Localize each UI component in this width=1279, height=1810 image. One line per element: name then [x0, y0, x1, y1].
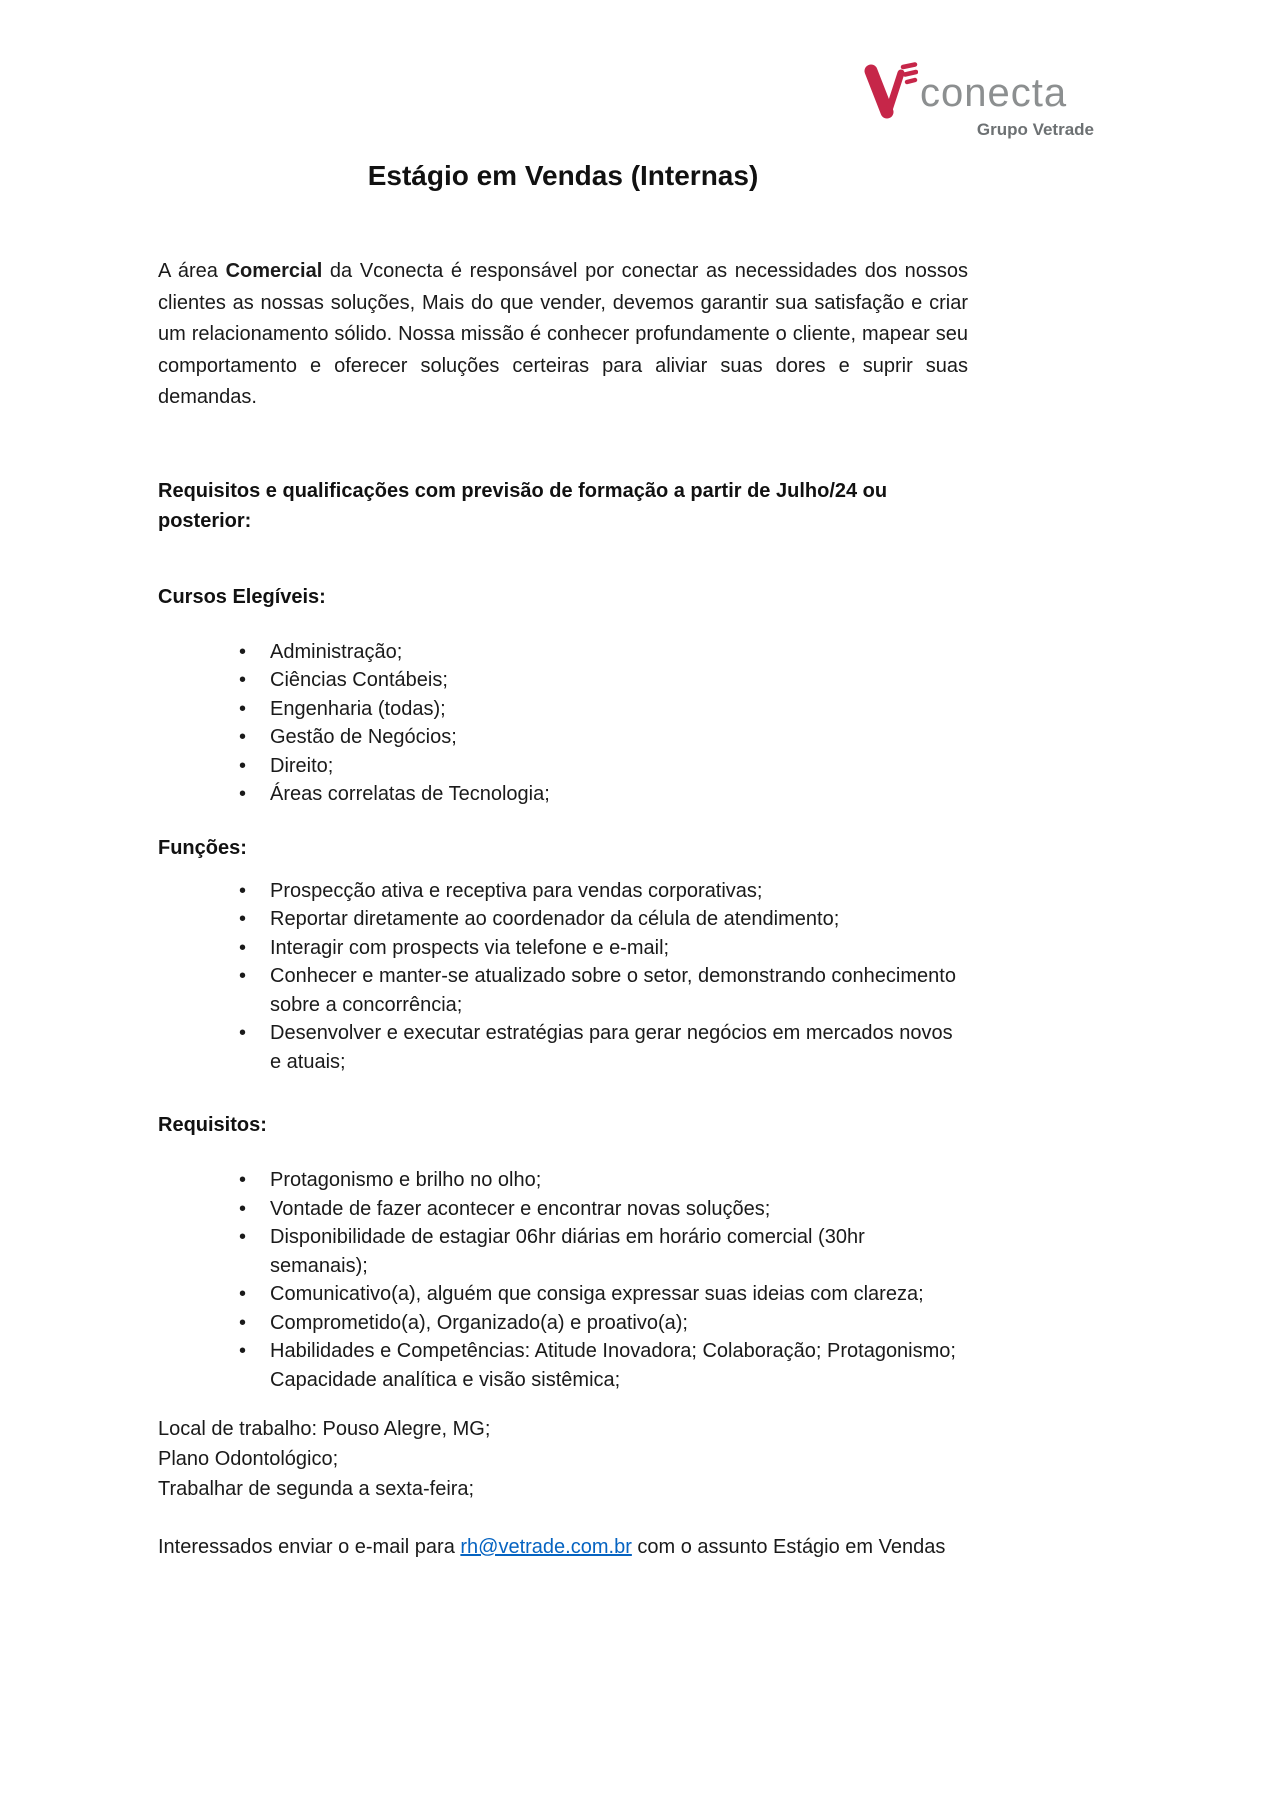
- list-item: Local de trabalho: Pouso Alegre, MG;: [158, 1418, 491, 1440]
- logo-row: [856, 60, 1096, 122]
- intro-rest: da Vconecta é responsável por conectar as necessidades dos nossos clientes as nossas soluções, Mais do que vender, devemos garantir sua satisfação e criar um relacionamento sólido. Nossa missão é conhecer profundamente o cliente, mapear seu comportamento e oferecer soluções certeiras para aliviar suas dores e suprir suas demandas.: [158, 260, 968, 408]
- list-item: Plano Odontológico;: [158, 1448, 339, 1470]
- document-content: [158, 158, 968, 1562]
- contact-paragraph: [158, 1532, 968, 1562]
- list-item: • Protagonismo e brilho no olho;: [270, 1166, 968, 1195]
- intro-bold-word: Comercial: [225, 260, 323, 282]
- list-item: • Desenvolver e executar estratégias para gerar negócios em mercados novos e atuais;: [270, 1019, 968, 1076]
- logo-subtitle: Grupo Vetrade: [976, 120, 1094, 139]
- list-item: • Habilidades e Competências: Atitude Inovadora; Colaboração; Protagonismo; Capacidade analítica e visão sistêmica;: [270, 1337, 968, 1394]
- list-item: • Engenharia (todas);: [270, 695, 968, 724]
- qualifications-heading: Requisitos e qualificações com previsão de formação a partir de Julho/24 ou posterior:: [158, 479, 888, 532]
- page-title: Estágio em Vendas (Internas): [367, 160, 759, 191]
- intro-paragraph: [158, 256, 968, 414]
- vconecta-logo: [856, 60, 1096, 140]
- list-item: • Gestão de Negócios;: [270, 723, 968, 752]
- list-item: • Conhecer e manter-se atualizado sobre o setor, demonstrando conhecimento sobre a concorrência;: [270, 962, 968, 1019]
- list-item: • Disponibilidade de estagiar 06hr diárias em horário comercial (30hr semanais);: [270, 1223, 968, 1280]
- list-item: • Direito;: [270, 752, 968, 781]
- logo-brand-text: conecta: [920, 71, 1068, 115]
- email-link[interactable]: rh@vetrade.com.br: [460, 1536, 632, 1558]
- courses-heading: Cursos Elegíveis:: [158, 585, 326, 608]
- list-item: Trabalhar de segunda a sexta-feira;: [158, 1478, 475, 1500]
- list-item: • Prospecção ativa e receptiva para vendas corporativas;: [270, 877, 968, 906]
- list-item: • Vontade de fazer acontecer e encontrar novas soluções;: [270, 1195, 968, 1224]
- requirements-heading: Requisitos:: [158, 1114, 267, 1136]
- contact-text-before: Interessados enviar o e-mail para: [158, 1536, 461, 1558]
- list-item: • Reportar diretamente ao coordenador da célula de atendimento;: [270, 905, 968, 934]
- job-details-lines: [158, 1414, 968, 1504]
- intro-prefix: A área: [158, 260, 226, 282]
- contact-text-after: com o assunto Estágio em Vendas: [631, 1536, 946, 1558]
- list-item: • Interagir com prospects via telefone e e-mail;: [270, 934, 968, 963]
- vconecta-v-icon: [856, 60, 918, 122]
- list-item: • Comprometido(a), Organizado(a) e proativo(a);: [270, 1309, 968, 1338]
- functions-heading: Funções:: [158, 836, 247, 859]
- courses-list: [158, 638, 968, 809]
- list-item: • Áreas correlatas de Tecnologia;: [270, 780, 968, 809]
- requirements-list: [158, 1166, 968, 1394]
- list-item: • Ciências Contábeis;: [270, 666, 968, 695]
- list-item: • Administração;: [270, 638, 968, 667]
- list-item: • Comunicativo(a), alguém que consiga expressar suas ideias com clareza;: [270, 1280, 968, 1309]
- functions-list: [158, 877, 968, 1077]
